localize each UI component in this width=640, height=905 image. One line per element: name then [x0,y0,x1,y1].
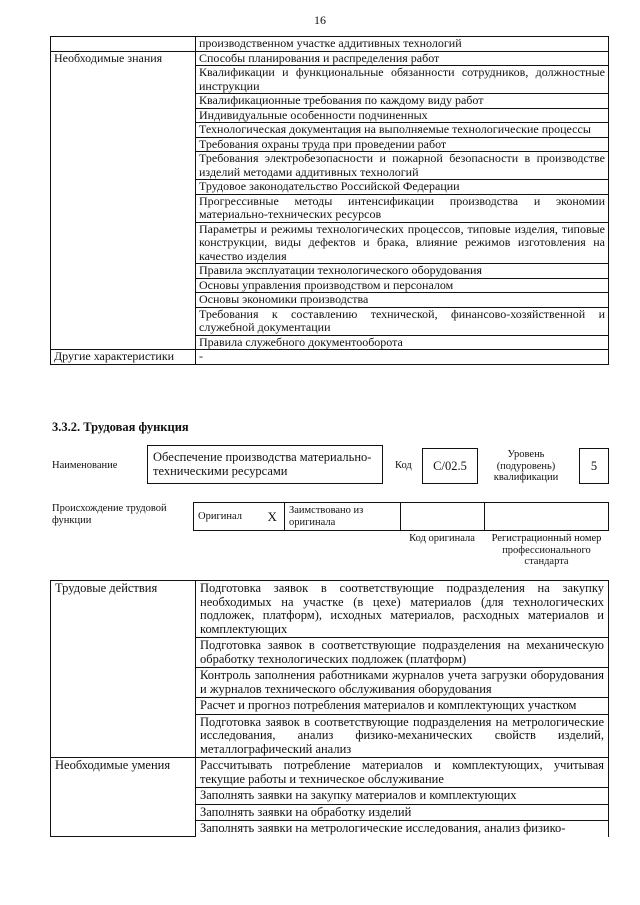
row-value: Основы управления производством и персоналом [196,278,609,293]
row-value: Правила служебного документооборота [196,335,609,350]
code-original-cell [401,503,485,531]
row-value: Расчет и прогноз потребления материалов и комплектующих участком [196,698,609,715]
row-value: Требования охраны труда при проведении работ [196,137,609,152]
table-row [51,350,609,365]
row-value: Технологическая документация на выполняемые технологические процессы [196,123,609,138]
row-value: Рассчитывать потребление материалов и комплектующих, учитывая текущие работы и техническое обслуживание [196,758,609,788]
row-value: Заполнять заявки на метрологические исследования, анализ физико- [196,821,609,837]
row-value: Заполнять заявки на закупку материалов и комплектующих [196,788,609,805]
reg-number-label: Регистрационный номер профессионального стандарта [491,533,602,567]
row-value: Подготовка заявок в соответствующие подразделения на метрологические исследования, анализ физико-механических свойств изделий, металлографический анализ [196,714,609,758]
row-value: Правила эксплуатации технологического оборудования [196,264,609,279]
knowledge-table [50,36,609,365]
origin-table [193,502,609,531]
row-label: Другие характеристики [51,350,196,365]
row-value: Требования к составлению технической, финансово-хозяйственной и служебной документации [196,307,609,335]
row-value: Квалификационные требования по каждому виду работ [196,94,609,109]
code-label: Код [395,460,412,471]
section-heading: 3.3.2. Трудовая функция [52,420,189,434]
original-mark: X [261,503,285,531]
row-value: Индивидуальные особенности подчиненных [196,108,609,123]
row-value: Прогрессивные методы интенсификации производства и экономии материально-технических ресурсов [196,194,609,222]
labor-function-table [50,580,609,837]
row-value: - [196,350,609,365]
row-value: Подготовка заявок в соответствующие подразделения на механическую обработку технологических подложек (платформ) [196,638,609,668]
table-row [51,51,609,66]
row-value: Основы экономики производства [196,293,609,308]
row-value: Способы планирования и распределения работ [196,51,609,66]
function-name-box: Обеспечение производства материально-техническими ресурсами [147,445,383,484]
borrowed-label: Заимствовано из оригинала [285,503,401,531]
table-row [51,758,609,788]
row-value: Квалификации и функциональные обязанности сотрудников, должностные инструкции [196,66,609,94]
row-value: Заполнять заявки на обработку изделий [196,804,609,821]
table-row [51,581,609,638]
origin-label: Происхождение трудовой функции [52,503,167,526]
code-original-label: Код оригинала [409,533,475,544]
row-label: Трудовые действия [51,581,196,758]
level-label: Уровень (подуровень) квалификации [493,449,559,483]
row-value: Подготовка заявок в соответствующие подразделения на закупку необходимых на участке (в цехе) материалов (для технологических подложек, платформ), исходных материалов, расходных материалов и комплектующих [196,581,609,638]
name-label: Наименование [52,460,118,471]
page-number: 16 [314,13,326,27]
row-value: Трудовое законодательство Российской Федерации [196,180,609,195]
row-value: Контроль заполнения работниками журналов учета загрузки оборудования и журналов технического обслуживания оборудования [196,668,609,698]
row-label [51,37,196,52]
table-row [51,37,609,52]
row-value: производственном участке аддитивных технологий [196,37,609,52]
reg-number-cell [485,503,609,531]
original-label: Оригинал [194,503,261,531]
function-code-box: C/02.5 [422,448,478,484]
qualification-level-box: 5 [579,448,609,484]
row-value: Параметры и режимы технологических процессов, типовые изделия, типовые конструкции, виды дефектов и брака, влияние режимов изготовления на качество изделия [196,222,609,264]
row-value: Требования электробезопасности и пожарной безопасности в производстве изделий методами аддитивных технологий [196,152,609,180]
row-label: Необходимые умения [51,758,196,837]
row-label: Необходимые знания [51,51,196,350]
